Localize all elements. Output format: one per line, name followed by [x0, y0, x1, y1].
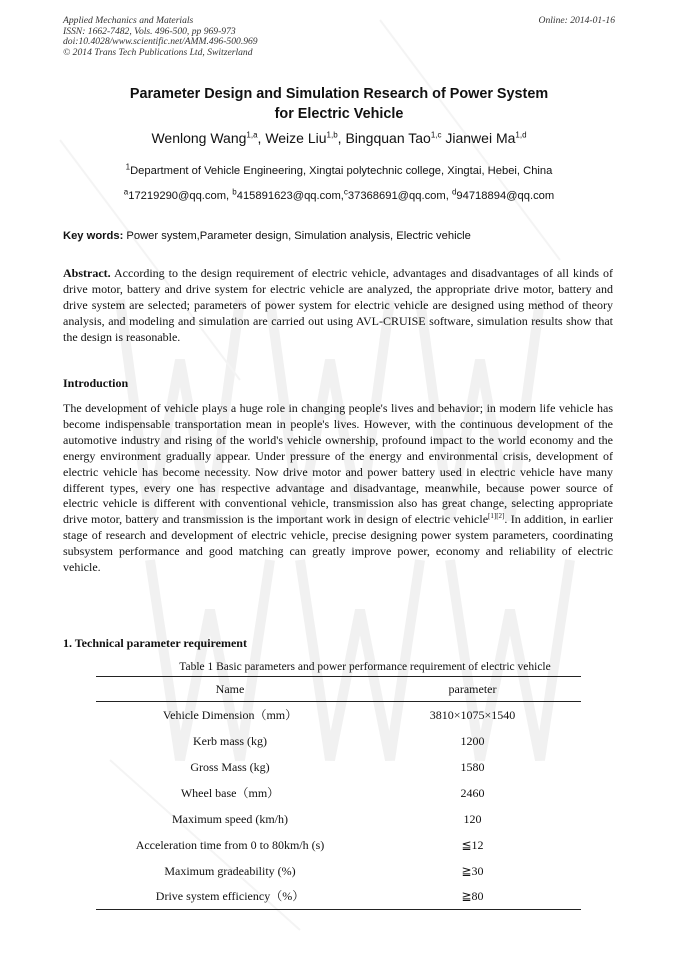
table-cell-value: ≦12: [461, 838, 484, 852]
author-name: Bingquan Tao: [345, 130, 431, 146]
table-caption: Table 1 Basic parameters and power performance requirement of electric vehicle: [179, 661, 551, 673]
paper-title-line1: Parameter Design and Simulation Research of Power System: [129, 86, 549, 102]
author-name: Weize Liu: [265, 130, 327, 146]
table-row: [96, 806, 581, 832]
author-name: Jianwei Ma: [445, 130, 516, 146]
journal-doi: doi:10.4028/www.scientific.net/AMM.496-500.969: [63, 36, 258, 48]
paper-title: [63, 84, 615, 124]
affiliation: [63, 163, 615, 179]
introduction-text: [63, 401, 613, 576]
introduction-text-part2: . In addition, in earlier stage of research and development of electric vehicle, precise designing power system parameters, coordinating subsystem performance and good matching can greatly improve power, economy and reliability of electric vehicle.: [63, 512, 613, 575]
author-affiliation-mark: 1,b: [326, 130, 338, 140]
table-cell-value: 120: [463, 812, 482, 826]
table-row: [96, 832, 581, 858]
email-address: 415891623@qq.com,: [236, 190, 344, 202]
table-cell-name: Drive system efficiency（%）: [155, 889, 305, 903]
abstract: [63, 266, 613, 346]
table-row: [96, 883, 581, 909]
affiliation-text: Department of Vehicle Engineering, Xingtai polytechnic college, Xingtai, Hebei, China: [130, 165, 553, 177]
author-affiliation-mark: 1,c: [430, 130, 442, 140]
citation-ref: [1][2]: [488, 512, 505, 521]
table-cell-value: ≧30: [461, 864, 484, 878]
author-separator: ,: [257, 130, 266, 146]
email-mark: c: [343, 187, 348, 197]
email-address: 94718894@qq.com: [456, 190, 555, 202]
email-mark: b: [232, 187, 237, 197]
keywords-label: Key words:: [63, 230, 124, 242]
introduction-text-part1: The development of vehicle plays a huge role in changing people's lives and behavior; in modern life vehicle has become indispensable transportation mean in people's lives. However, with the continuous development of the automotive industry and rising of the world's vehicle ownership, profound impact to the world economy and the energy environment gradually appear. Under pressure of the energy and environmental crisis, development of electric vehicle has become necessity. Now drive motor and power battery used in electric vehicle have many different types, every one has respective advantage and disadvantage, meanwhile, because power source of electric vehicle is different with conventional vehicle, transmission also has great change, selecting appropriate drive motor, battery and transmission is the important work in design of electric vehicle: [63, 401, 613, 527]
table-header-parameter: parameter: [448, 682, 497, 696]
table-row: [96, 780, 581, 806]
author-separator: ,: [337, 130, 346, 146]
table-cell-value: 1200: [460, 734, 485, 748]
introduction-heading: Introduction: [63, 376, 129, 390]
abstract-text: According to the design requirement of electric vehicle, advantages and disadvantages of all kinds of drive motor, battery and drive system for electric vehicle are analyzed, the appropriate drive motor, battery and drive system are selected; parameters of power system for electric vehicle are designed using method of theory analysis, and modeling and simulation are carried out using AVL-CRUISE software, simulation results show that the design is reasonable.: [63, 266, 613, 344]
table-cell-name: Maximum gradeability (%): [164, 864, 296, 878]
online-date: Online: 2014-01-16: [538, 15, 615, 26]
table-cell-value: ≧80: [461, 889, 484, 903]
table-cell-name: Vehicle Dimension（mm）: [162, 708, 298, 722]
journal-copyright: © 2014 Trans Tech Publications Ltd, Switzerland: [63, 46, 253, 58]
table-cell-name: Acceleration time from 0 to 80km/h (s): [135, 838, 325, 852]
author-list: [63, 128, 615, 148]
section1-heading: 1. Technical parameter requirement: [63, 636, 247, 650]
affiliation-mark: 1: [125, 162, 131, 172]
table-header-row: [96, 676, 581, 702]
paper-title-line2: for Electric Vehicle: [274, 106, 404, 122]
email-mark: a: [123, 187, 129, 197]
journal-name: Applied Mechanics and Materials: [63, 15, 194, 26]
table-cell-name: Maximum speed (km/h): [172, 812, 288, 826]
email-address: 17219290@qq.com,: [128, 190, 233, 202]
table-header-name: Name: [215, 682, 245, 696]
table-cell-name: Wheel base（mm）: [180, 786, 280, 800]
table-cell-name: Gross Mass (kg): [190, 760, 270, 774]
author-name: Wenlong Wang: [151, 130, 247, 146]
email-address: 37368691@qq.com,: [347, 190, 452, 202]
author-affiliation-mark: 1,d: [515, 130, 527, 140]
abstract-label: Abstract.: [63, 266, 111, 280]
table-cell-value: 3810×1075×1540: [429, 708, 516, 722]
table-row: [96, 858, 581, 884]
journal-header: [63, 16, 258, 58]
keywords: [63, 228, 615, 244]
journal-issn: ISSN: 1662-7482, Vols. 496-500, pp 969-973: [63, 25, 236, 37]
table-cell-name: Kerb mass (kg): [193, 734, 267, 748]
table-row: [96, 728, 581, 754]
table-row: [96, 754, 581, 780]
author-affiliation-mark: 1,a: [246, 130, 258, 140]
keywords-text: Power system,Parameter design, Simulation analysis, Electric vehicle: [123, 230, 471, 242]
table-cell-value: 2460: [460, 786, 485, 800]
table-cell-value: 1580: [460, 760, 485, 774]
email-mark: d: [451, 187, 457, 197]
table-row: [96, 702, 581, 728]
table-bottom-rule: [96, 909, 581, 910]
author-emails: [63, 188, 615, 204]
